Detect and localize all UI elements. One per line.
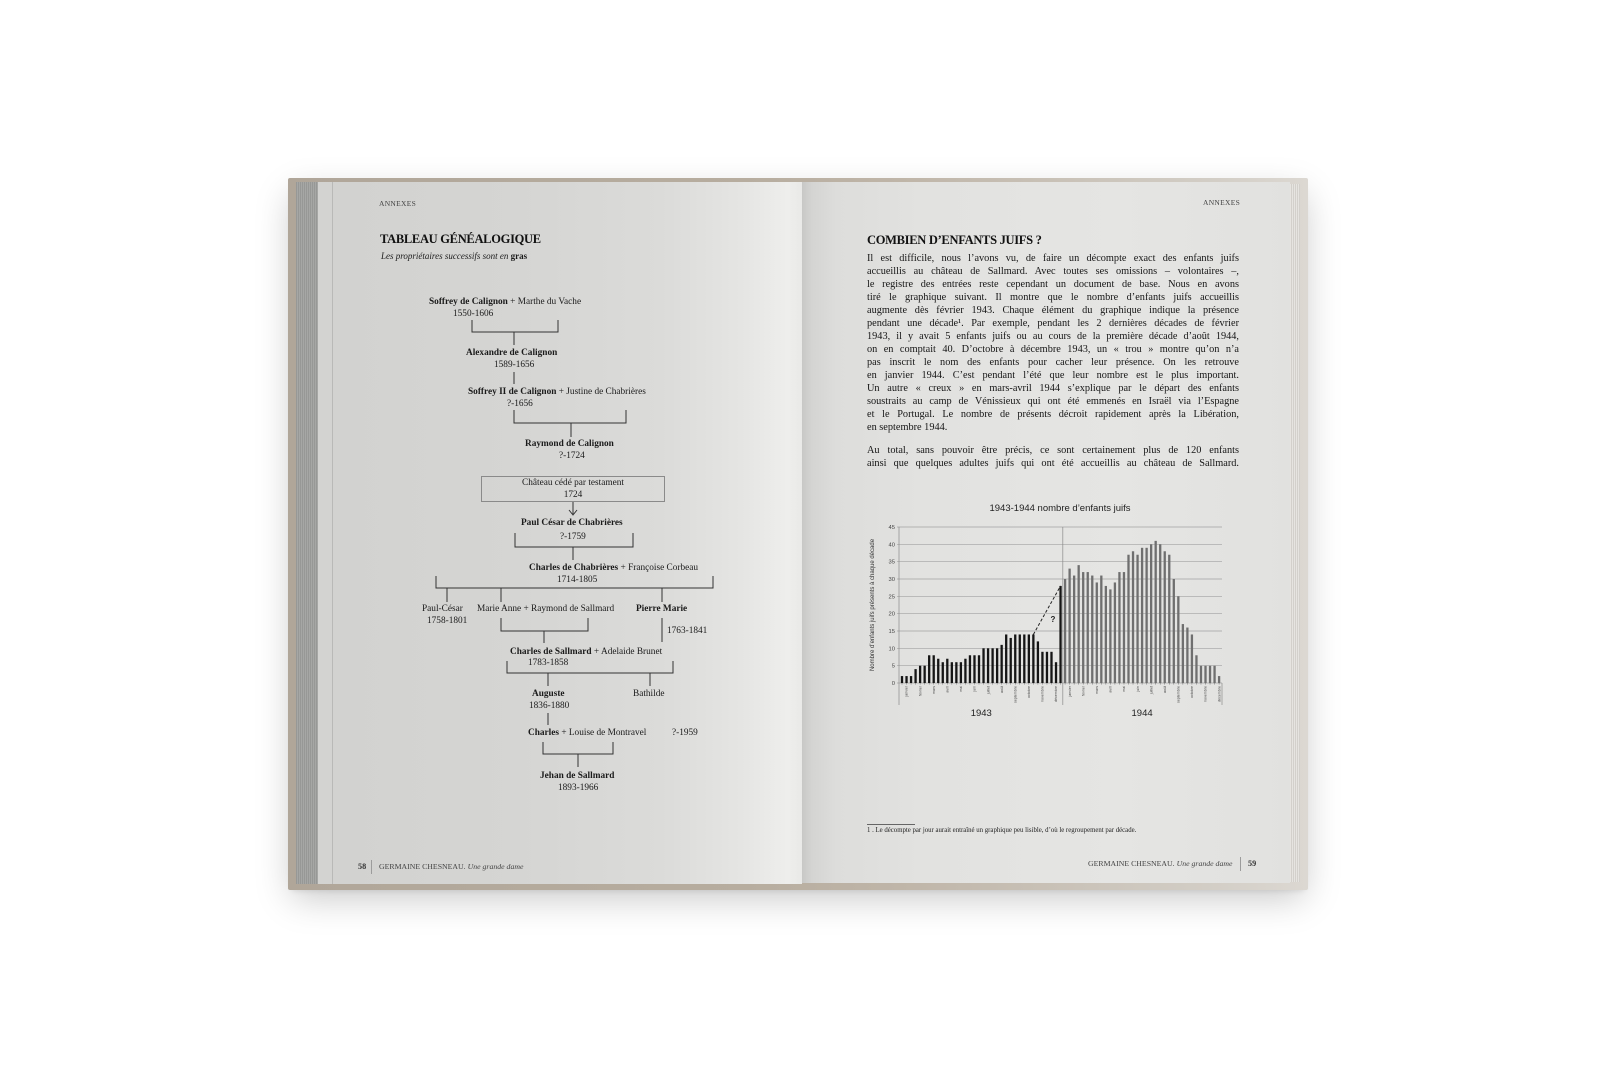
text-line: Il est difficile, nous l’avons vu, de faire un décompte exact des enfants juifs	[867, 252, 1239, 264]
bar-1944	[1100, 576, 1102, 683]
subtitle-italic: Les propriétaires successifs sont en	[381, 251, 509, 261]
bar-1943	[937, 659, 939, 683]
life-dates: ?-1656	[507, 399, 533, 409]
bar-1944	[1109, 589, 1111, 683]
y-tick-label: 45	[888, 525, 895, 531]
children-count-bar-chart	[840, 495, 1240, 725]
text-line: accueillis au château de Sallmard. Avec toutes ses omissions – volontaires –,	[867, 265, 1239, 277]
tree-node-paul-cesar-de-chabrieres	[521, 517, 623, 529]
bar-1943	[1037, 641, 1039, 683]
bar-1944	[1118, 572, 1120, 683]
y-tick-label: 20	[888, 611, 895, 618]
x-tick-label: septembre	[1176, 686, 1181, 703]
tree-node-bathilde: Bathilde	[633, 689, 665, 699]
bar-1943	[991, 648, 993, 683]
bar-1944	[1096, 582, 1098, 683]
y-tick-label: 5	[891, 663, 895, 670]
x-tick-label: mars	[931, 686, 936, 694]
bar-1943	[955, 662, 957, 683]
owner-name: Raymond de Calignon	[525, 439, 614, 449]
owner-name: Charles de Sallmard	[510, 647, 592, 657]
bar-1944	[1078, 565, 1080, 683]
x-tick-label: février	[1081, 686, 1086, 696]
bar-1943	[960, 662, 962, 683]
life-dates: 1763-1841	[667, 626, 708, 636]
owner-name: Soffrey II de Calignon	[468, 387, 557, 397]
transfer-year: 1724	[563, 490, 583, 500]
x-tick-label: octobre	[1027, 686, 1032, 698]
tree-node-paul-cesar: Paul-César	[422, 604, 463, 614]
chart-title: 1943-1944 nombre d’enfants juifs	[989, 503, 1131, 514]
bar-1943	[1041, 652, 1043, 683]
bar-1943	[1050, 652, 1052, 683]
text-line: on en comptait 40. D’octobre à décembre 1943, un « trou » montre qu’on n’a	[867, 343, 1239, 355]
bar-1944	[1150, 544, 1152, 683]
footer-book-title: Une grande dame	[1176, 859, 1233, 868]
bar-1943	[969, 655, 971, 683]
text-line: pas inscrit le nom des enfants pour cacher leur présence. On les retrouve	[867, 356, 1239, 368]
x-tick-label: septembre	[1013, 686, 1018, 703]
bar-1943	[964, 659, 966, 683]
x-tick-label: juillet	[986, 686, 991, 695]
running-head-left: ANNEXES	[379, 199, 417, 208]
spouse-name: + Justine de Chabrières	[558, 387, 646, 397]
owner-name: Alexandre de Calignon	[466, 348, 558, 358]
transfer-by-testament-box	[481, 476, 665, 502]
bar-1944	[1068, 569, 1070, 683]
owner-name: Charles	[528, 728, 559, 738]
y-tick-label: 0	[891, 681, 895, 687]
text-line: ainsi que quelques adultes juifs qui ont été accueillis au château de Sallmard.	[867, 457, 1239, 469]
x-tick-label: août	[999, 686, 1004, 693]
bar-1943	[1059, 586, 1061, 683]
annotation-dashed-line	[1033, 586, 1060, 635]
life-dates: ?-1759	[560, 532, 586, 542]
running-head-right: ANNEXES	[1203, 198, 1241, 207]
bar-1944	[1218, 676, 1220, 683]
transfer-text: Château cédé par testament	[522, 478, 624, 488]
bar-1944	[1200, 666, 1202, 683]
bar-1943	[1005, 634, 1007, 683]
year-group-label: 1944	[1131, 708, 1153, 719]
bar-1944	[1177, 596, 1179, 683]
page-number-right: 59	[1248, 859, 1257, 868]
bar-1944	[1123, 572, 1125, 683]
text-line: soustraits au camp de Vénissieux qui ont été emmenés en Israël via l’Espagne	[867, 396, 1239, 408]
bar-1944	[1186, 628, 1188, 683]
x-tick-label: août	[1162, 686, 1167, 693]
life-dates: 1714-1805	[557, 575, 598, 585]
life-dates: 1893-1966	[558, 783, 599, 793]
y-tick-label: 40	[888, 542, 895, 549]
spouse-name: + Marthe du Vache	[510, 297, 582, 307]
bar-1943	[933, 655, 935, 683]
x-tick-label: mai	[1122, 686, 1127, 692]
bar-1943	[987, 648, 989, 683]
life-dates: ?-1724	[559, 451, 585, 461]
bar-1943	[951, 662, 953, 683]
life-dates: 1836-1880	[529, 701, 570, 711]
text-line: et le Portugal. Le nombre de présents décroit rapidement après la Libération,	[867, 409, 1239, 421]
bar-1943	[996, 648, 998, 683]
footer-author: GERMAINE CHESNEAU.	[1088, 859, 1175, 868]
bar-1944	[1209, 666, 1211, 683]
tree-node-charles	[528, 727, 646, 739]
bar-1943	[942, 662, 944, 683]
subtitle-bold: gras	[510, 251, 528, 261]
bar-1944	[1182, 624, 1184, 683]
tree-node-jehan-de-sallmard	[540, 770, 614, 782]
bar-1944	[1136, 555, 1138, 683]
text-line: Au total, sans pouvoir être précis, ce sont certainement plus de 120 enfants	[867, 444, 1239, 456]
bar-1944	[1141, 548, 1143, 683]
x-tick-label: novembre	[1040, 686, 1045, 702]
bar-1944	[1195, 655, 1197, 683]
text-line: le registre des entrées reste cependant un document de base. Nous en avons	[867, 278, 1239, 290]
x-tick-label: juin	[1135, 686, 1140, 692]
life-dates: 1783-1858	[528, 658, 569, 668]
page-edge-left	[318, 182, 333, 884]
life-dates: 1550-1606	[453, 309, 494, 319]
page-title-how-many-children: COMBIEN D’ENFANTS JUIFS ?	[867, 233, 1042, 247]
bar-1944	[1132, 551, 1134, 683]
page-stack-left	[296, 182, 318, 884]
tree-node-soffrey-ii-de-calignon	[468, 386, 646, 398]
x-tick-label: novembre	[1203, 686, 1208, 702]
owner-name: Jehan de Sallmard	[540, 771, 615, 781]
owner-name: Soffrey de Calignon	[429, 297, 508, 307]
tree-node-raymond-de-calignon	[525, 438, 614, 450]
bar-1943	[905, 676, 907, 683]
page-number-left: 58	[358, 862, 367, 871]
page-stack-right	[1290, 184, 1300, 882]
tree-node-pierre-marie	[636, 603, 687, 615]
y-tick-label: 30	[888, 577, 895, 583]
bar-1943	[1032, 634, 1034, 683]
bar-1943	[1028, 634, 1030, 683]
y-tick-label: 35	[888, 559, 895, 566]
y-tick-label: 25	[888, 594, 895, 601]
bar-1944	[1159, 544, 1161, 683]
owner-name: Pierre Marie	[636, 604, 688, 614]
text-line: pendant une décade¹. Par exemple, pendant les 2 dernières décades de février	[867, 317, 1239, 329]
tree-node-marie-anne: Marie Anne + Raymond de Sallmard	[477, 604, 615, 614]
page-title-genealogy: TABLEAU GÉNÉALOGIQUE	[380, 232, 541, 246]
y-tick-label: 15	[888, 629, 895, 635]
bar-1944	[1127, 555, 1129, 683]
chart-annotations	[1033, 586, 1060, 635]
annotation-question-mark: ?	[1050, 615, 1056, 625]
tree-node-alexandre-de-calignon	[466, 347, 557, 359]
life-dates: 1589-1656	[494, 360, 535, 370]
bar-1944	[1091, 576, 1093, 683]
spouse-name: + Louise de Montravel	[561, 728, 647, 738]
bar-1943	[919, 666, 921, 683]
x-tick-label: octobre	[1190, 686, 1195, 698]
x-tick-label: mai	[959, 686, 964, 692]
owner-name: Auguste	[532, 689, 565, 699]
footer-separator	[1240, 857, 1241, 871]
footnote: 1 . Le décompte par jour aurait entraîné un graphique peu lisible, d’où le regroupement par décade.	[867, 827, 1137, 834]
footer-right	[1088, 858, 1232, 870]
footnote-rule	[867, 824, 915, 825]
bar-1943	[1014, 634, 1016, 683]
text-line: en janvier 1944. C’est pendant l’été que leur nombre est le plus important.	[867, 369, 1239, 381]
bar-1943	[946, 659, 948, 683]
x-tick-label: juillet	[1149, 686, 1154, 695]
text-line: tiré le graphique suivant. Il montre que le nombre d’enfants juifs accueillis	[867, 291, 1239, 303]
bar-1943	[973, 655, 975, 683]
bar-1943	[1001, 645, 1003, 683]
chart-x-labels	[902, 683, 1221, 719]
x-tick-label: février	[918, 686, 923, 696]
footer-author: GERMAINE CHESNEAU.	[379, 862, 466, 871]
bar-1944	[1114, 582, 1116, 683]
bar-1943	[914, 669, 916, 683]
bar-1944	[1173, 579, 1175, 683]
tree-node-soffrey-de-calignon	[429, 296, 581, 308]
bar-1943	[924, 666, 926, 683]
bar-1943	[1010, 638, 1012, 683]
tree-node-auguste	[532, 688, 565, 700]
bar-1943	[901, 676, 903, 683]
x-tick-label: mars	[1094, 686, 1099, 694]
footer-book-title: Une grande dame	[467, 862, 524, 871]
bar-1944	[1191, 634, 1193, 683]
x-tick-label: décembre	[1217, 686, 1222, 702]
x-tick-label: avril	[945, 686, 950, 693]
bar-1944	[1155, 541, 1157, 683]
footer-left	[379, 861, 523, 873]
bar-1944	[1087, 572, 1089, 683]
bar-1944	[1168, 555, 1170, 683]
spouse-name: + Françoise Corbeau	[620, 563, 699, 573]
tree-node-charles-de-chabrieres	[529, 562, 698, 574]
bar-1943	[1046, 652, 1048, 683]
bar-1943	[928, 655, 930, 683]
bar-1944	[1082, 572, 1084, 683]
text-line: Un autre « creux » en mars-avril 1944 s’explique par le départ des enfants	[867, 382, 1239, 394]
life-dates: 1758-1801	[427, 616, 468, 626]
bar-1943	[1019, 634, 1021, 683]
owner-name: Charles de Chabrières	[529, 563, 619, 573]
y-axis-label: Nombre d’enfants juifs présents à chaque décade	[870, 538, 876, 672]
bar-1943	[910, 676, 912, 683]
bar-1943	[982, 648, 984, 683]
bar-1944	[1204, 666, 1206, 683]
bar-1943	[1055, 662, 1057, 683]
page-subtitle	[381, 250, 527, 262]
bar-1944	[1105, 586, 1107, 683]
x-tick-label: décembre	[1054, 686, 1059, 702]
bar-1944	[1064, 579, 1066, 683]
paragraph-1	[867, 252, 1239, 435]
y-tick-label: 10	[888, 646, 895, 653]
x-tick-label: avril	[1108, 686, 1113, 693]
paragraph-2	[867, 444, 1239, 470]
bar-1944	[1145, 548, 1147, 683]
bar-1944	[1164, 551, 1166, 683]
bar-1944	[1073, 576, 1075, 683]
x-tick-label: juin	[972, 686, 977, 692]
footer-separator	[371, 860, 372, 874]
bar-1943	[1023, 634, 1025, 683]
chart-bars	[901, 541, 1220, 683]
bar-1943	[978, 655, 980, 683]
text-line: en septembre 1944.	[867, 422, 948, 434]
text-line: 1943, il y avait 5 enfants juifs ou au cours de la première décade d’août 1944,	[867, 330, 1239, 342]
x-tick-label: janvier	[904, 686, 909, 697]
x-tick-label: janvier	[1067, 686, 1072, 697]
text-line: augmente dès février 1943. Chaque élément du graphique indique la présence	[867, 304, 1239, 316]
bar-1944	[1213, 666, 1215, 683]
life-dates: ?-1959	[672, 728, 698, 738]
spouse-name: + Adelaide Brunet	[593, 647, 663, 657]
owner-name: Paul César de Chabrières	[521, 518, 623, 528]
year-group-label: 1943	[970, 708, 992, 719]
